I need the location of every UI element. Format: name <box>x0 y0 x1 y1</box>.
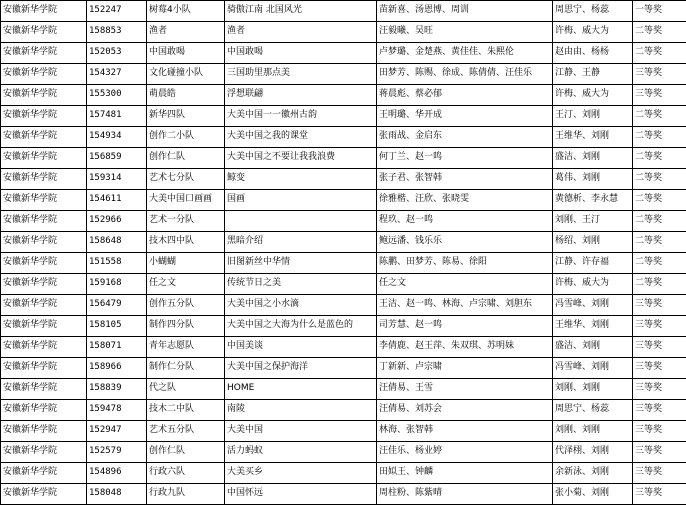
table-row[interactable] <box>1 295 686 316</box>
cell-authors[interactable]: 王洁、赵一鸣、林海、卢宗啸、刘胆东 <box>377 295 553 316</box>
cell-id[interactable]: 154327 <box>87 64 147 85</box>
cell-authors[interactable]: 汪佳乐、杨业婷 <box>377 442 553 463</box>
cell-school[interactable]: 安徽新华学院 <box>1 1 87 22</box>
cell-unit[interactable]: 技木二中队 <box>147 400 225 421</box>
cell-unit[interactable]: 创作二小队 <box>147 127 225 148</box>
cell-id[interactable]: 152947 <box>87 421 147 442</box>
cell-award[interactable]: 二等奖 <box>633 190 686 211</box>
cell-tutor[interactable]: 盛洁、刘刚 <box>553 337 633 358</box>
cell-tutor[interactable]: 王维华、刘刚 <box>553 127 633 148</box>
table-row[interactable] <box>1 400 686 421</box>
cell-award[interactable]: 二等奖 <box>633 253 686 274</box>
cell-tutor[interactable]: 杨绍、刘刚 <box>553 232 633 253</box>
cell-award[interactable]: 三等奖 <box>633 316 686 337</box>
cell-tutor[interactable]: 许梅、威大为 <box>553 22 633 43</box>
cell-award[interactable]: 二等奖 <box>633 106 686 127</box>
cell-title[interactable]: 大美中国一一徽州古韵 <box>225 106 377 127</box>
cell-tutor[interactable]: 王维华、刘刚 <box>553 316 633 337</box>
cell-unit[interactable]: 技木四中队 <box>147 232 225 253</box>
cell-title[interactable]: 中国怀远 <box>225 484 377 505</box>
cell-tutor[interactable]: 江静、王静 <box>553 64 633 85</box>
cell-title[interactable]: 活力蚂蚁 <box>225 442 377 463</box>
cell-id[interactable]: 156859 <box>87 148 147 169</box>
cell-title[interactable]: 三国助里那点美 <box>225 64 377 85</box>
cell-authors[interactable]: 张雨战、金启东 <box>377 127 553 148</box>
table-row[interactable] <box>1 43 686 64</box>
cell-award[interactable]: 三等奖 <box>633 64 686 85</box>
cell-award[interactable]: 二等奖 <box>633 274 686 295</box>
cell-authors[interactable]: 苗新喜、汤恩博、周训 <box>377 1 553 22</box>
table-row[interactable] <box>1 274 686 295</box>
cell-school[interactable]: 安徽新华学院 <box>1 85 87 106</box>
cell-title[interactable]: 黑暗介绍 <box>225 232 377 253</box>
cell-unit[interactable]: 创作仁队 <box>147 442 225 463</box>
cell-tutor[interactable]: 许梅、威大为 <box>553 85 633 106</box>
cell-school[interactable]: 安徽新华学院 <box>1 211 87 232</box>
cell-unit[interactable]: 制作四分队 <box>147 316 225 337</box>
cell-award[interactable]: 三等奖 <box>633 463 686 484</box>
cell-title[interactable]: 大美中国之保护海洋 <box>225 358 377 379</box>
cell-title[interactable]: 大美中国之小水滴 <box>225 295 377 316</box>
cell-authors[interactable]: 张子君、张智韩 <box>377 169 553 190</box>
cell-school[interactable]: 安徽新华学院 <box>1 463 87 484</box>
cell-school[interactable]: 安徽新华学院 <box>1 358 87 379</box>
cell-award[interactable]: 三等奖 <box>633 337 686 358</box>
cell-tutor[interactable]: 刘刚、刘刚 <box>553 379 633 400</box>
cell-school[interactable]: 安徽新华学院 <box>1 169 87 190</box>
cell-authors[interactable]: 程玖、赵一鸣 <box>377 211 553 232</box>
cell-authors[interactable]: 何丁兰、赵一鸣 <box>377 148 553 169</box>
cell-unit[interactable]: 艺术七分队 <box>147 169 225 190</box>
cell-unit[interactable]: 行政六队 <box>147 463 225 484</box>
cell-award[interactable]: 二等奖 <box>633 127 686 148</box>
cell-tutor[interactable]: 冯雪峰、刘刚 <box>553 295 633 316</box>
cell-authors[interactable]: 汪毅曦、吴旺 <box>377 22 553 43</box>
cell-authors[interactable]: 周柱粉、陈紫晴 <box>377 484 553 505</box>
table-row[interactable] <box>1 106 686 127</box>
cell-authors[interactable]: 丁新新、卢宗啸 <box>377 358 553 379</box>
cell-award[interactable]: 三等奖 <box>633 484 686 505</box>
table-row[interactable] <box>1 253 686 274</box>
cell-school[interactable]: 安徽新华学院 <box>1 64 87 85</box>
cell-unit[interactable]: 渔者 <box>147 22 225 43</box>
cell-id[interactable]: 155300 <box>87 85 147 106</box>
cell-id[interactable]: 154896 <box>87 463 147 484</box>
cell-id[interactable]: 158853 <box>87 22 147 43</box>
cell-id[interactable]: 152053 <box>87 43 147 64</box>
cell-school[interactable]: 安徽新华学院 <box>1 22 87 43</box>
table-row[interactable] <box>1 190 686 211</box>
cell-title[interactable]: 鲸变 <box>225 169 377 190</box>
cell-tutor[interactable]: 江静、许存福 <box>553 253 633 274</box>
cell-title[interactable]: 大美中国之大海为什么是蓝色的 <box>225 316 377 337</box>
cell-tutor[interactable]: 周思宁、杨蕊 <box>553 1 633 22</box>
cell-tutor[interactable]: 赵由由、杨杨 <box>553 43 633 64</box>
cell-id[interactable]: 158048 <box>87 484 147 505</box>
cell-school[interactable]: 安徽新华学院 <box>1 43 87 64</box>
cell-award[interactable]: 二等奖 <box>633 148 686 169</box>
cell-title[interactable]: 传统节日之美 <box>225 274 377 295</box>
cell-award[interactable]: 三等奖 <box>633 421 686 442</box>
table-row[interactable] <box>1 148 686 169</box>
table-row[interactable] <box>1 379 686 400</box>
table-row[interactable] <box>1 463 686 484</box>
cell-unit[interactable]: 小蝴蝴 <box>147 253 225 274</box>
cell-id[interactable]: 159168 <box>87 274 147 295</box>
cell-id[interactable]: 154934 <box>87 127 147 148</box>
table-row[interactable] <box>1 316 686 337</box>
cell-authors[interactable]: 徐雅楷、汪欣、张晓雯 <box>377 190 553 211</box>
cell-school[interactable]: 安徽新华学院 <box>1 337 87 358</box>
cell-id[interactable]: 158966 <box>87 358 147 379</box>
cell-id[interactable]: 151558 <box>87 253 147 274</box>
table-row[interactable] <box>1 64 686 85</box>
cell-unit[interactable]: 创作五分队 <box>147 295 225 316</box>
cell-title[interactable]: 南陵 <box>225 400 377 421</box>
cell-unit[interactable]: 新华四队 <box>147 106 225 127</box>
cell-school[interactable]: 安徽新华学院 <box>1 274 87 295</box>
table-row[interactable] <box>1 127 686 148</box>
cell-id[interactable]: 157481 <box>87 106 147 127</box>
cell-unit[interactable]: 艺术五分队 <box>147 421 225 442</box>
cell-award[interactable]: 三等奖 <box>633 379 686 400</box>
table-row[interactable] <box>1 421 686 442</box>
cell-title[interactable]: 大美中国之我的课堂 <box>225 127 377 148</box>
cell-tutor[interactable]: 周思宁、杨蕊 <box>553 400 633 421</box>
cell-title[interactable]: 骑傲江南 北国风光 <box>225 1 377 22</box>
cell-tutor[interactable]: 余新泳、刘刚 <box>553 463 633 484</box>
cell-unit[interactable]: 任之文 <box>147 274 225 295</box>
cell-title[interactable]: 大美买乡 <box>225 463 377 484</box>
cell-title[interactable]: 中国美谈 <box>225 337 377 358</box>
cell-id[interactable]: 159478 <box>87 400 147 421</box>
cell-unit[interactable]: 文化碰撞小队 <box>147 64 225 85</box>
cell-school[interactable]: 安徽新华学院 <box>1 316 87 337</box>
cell-award[interactable]: 三等奖 <box>633 400 686 421</box>
cell-title[interactable]: 国画 <box>225 190 377 211</box>
cell-tutor[interactable]: 许梅、威大为 <box>553 274 633 295</box>
cell-id[interactable]: 154611 <box>87 190 147 211</box>
cell-tutor[interactable]: 刘刚、刘刚 <box>553 421 633 442</box>
cell-school[interactable]: 安徽新华学院 <box>1 106 87 127</box>
cell-award[interactable]: 二等奖 <box>633 169 686 190</box>
cell-school[interactable]: 安徽新华学院 <box>1 232 87 253</box>
table-row[interactable] <box>1 85 686 106</box>
cell-unit[interactable]: 萌晨皓 <box>147 85 225 106</box>
cell-title[interactable]: 大美中国 <box>225 421 377 442</box>
cell-id[interactable]: 156479 <box>87 295 147 316</box>
cell-tutor[interactable]: 盛洁、刘刚 <box>553 148 633 169</box>
cell-title[interactable]: 中国敢喝 <box>225 43 377 64</box>
cell-id[interactable]: 158839 <box>87 379 147 400</box>
table-row[interactable] <box>1 358 686 379</box>
cell-unit[interactable]: 创作仁队 <box>147 148 225 169</box>
cell-id[interactable]: 152579 <box>87 442 147 463</box>
cell-authors[interactable]: 李倩鹿、赵王萍、朱双琪、苏明妹 <box>377 337 553 358</box>
cell-authors[interactable]: 汪倩易、刘苏会 <box>377 400 553 421</box>
cell-unit[interactable]: 制作仁分队 <box>147 358 225 379</box>
cell-school[interactable]: 安徽新华学院 <box>1 400 87 421</box>
cell-authors[interactable]: 陈鹏、田梦芳、陈易、徐阳 <box>377 253 553 274</box>
cell-school[interactable]: 安徽新华学院 <box>1 421 87 442</box>
cell-tutor[interactable]: 冯雪峰、刘刚 <box>553 358 633 379</box>
table-body <box>1 1 686 505</box>
cell-id[interactable]: 158071 <box>87 337 147 358</box>
cell-title[interactable]: 大美中国之不要让我我浪费 <box>225 148 377 169</box>
cell-tutor[interactable]: 黄德析、李永慧 <box>553 190 633 211</box>
cell-id[interactable]: 159314 <box>87 169 147 190</box>
cell-unit[interactable]: 行政九队 <box>147 484 225 505</box>
cell-school[interactable]: 安徽新华学院 <box>1 484 87 505</box>
cell-award[interactable]: 三等奖 <box>633 358 686 379</box>
cell-authors[interactable]: 司芳慧、赵一鸣 <box>377 316 553 337</box>
cell-id[interactable]: 158648 <box>87 232 147 253</box>
cell-authors[interactable]: 任之文 <box>377 274 553 295</box>
cell-award[interactable]: 三等奖 <box>633 295 686 316</box>
cell-award[interactable]: 三等奖 <box>633 85 686 106</box>
cell-authors[interactable]: 汪倩易、王雪 <box>377 379 553 400</box>
cell-unit[interactable]: 青年志愿队 <box>147 337 225 358</box>
table-row[interactable] <box>1 484 686 505</box>
cell-title[interactable]: HOME <box>225 379 377 400</box>
cell-tutor[interactable]: 刘刚、王汀 <box>553 211 633 232</box>
cell-authors[interactable]: 卢梦璐、金楚燕、黄佳佳、朱熙伦 <box>377 43 553 64</box>
cell-unit[interactable]: 中国敢喝 <box>147 43 225 64</box>
cell-authors[interactable]: 蒋晨彪、蔡必郁 <box>377 85 553 106</box>
cell-award[interactable]: 二等奖 <box>633 43 686 64</box>
cell-school[interactable]: 安徽新华学院 <box>1 127 87 148</box>
cell-school[interactable]: 安徽新华学院 <box>1 190 87 211</box>
table-row[interactable] <box>1 232 686 253</box>
table-row[interactable] <box>1 169 686 190</box>
table-row[interactable] <box>1 442 686 463</box>
cell-unit[interactable]: 艺术一分队 <box>147 211 225 232</box>
cell-authors[interactable]: 田梦芳、陈赐、徐成、陈倩倩、汪佳乐 <box>377 64 553 85</box>
cell-award[interactable]: 三等奖 <box>633 442 686 463</box>
table-row[interactable] <box>1 337 686 358</box>
table-row[interactable] <box>1 1 686 22</box>
cell-tutor[interactable]: 王汀、刘刚 <box>553 106 633 127</box>
cell-tutor[interactable]: 代泽栩、刘刚 <box>553 442 633 463</box>
cell-school[interactable]: 安徽新华学院 <box>1 148 87 169</box>
cell-title[interactable] <box>225 211 377 232</box>
cell-authors[interactable]: 王明璐、华开成 <box>377 106 553 127</box>
cell-title[interactable]: 渔者 <box>225 22 377 43</box>
cell-school[interactable]: 安徽新华学院 <box>1 295 87 316</box>
cell-award[interactable]: 一等奖 <box>633 1 686 22</box>
cell-unit[interactable]: 代之队 <box>147 379 225 400</box>
cell-title[interactable]: 浮想联翩 <box>225 85 377 106</box>
cell-authors[interactable]: 田姒王、钟麟 <box>377 463 553 484</box>
cell-id[interactable]: 158105 <box>87 316 147 337</box>
cell-unit[interactable]: 树莓4小队 <box>147 1 225 22</box>
cell-award[interactable]: 二等奖 <box>633 22 686 43</box>
cell-unit[interactable]: 大美中国口画画 <box>147 190 225 211</box>
cell-title[interactable]: 旧图新丝中华情 <box>225 253 377 274</box>
table-row[interactable] <box>1 22 686 43</box>
cell-id[interactable]: 152966 <box>87 211 147 232</box>
cell-award[interactable]: 二等奖 <box>633 232 686 253</box>
cell-tutor[interactable]: 葛伟、刘刚 <box>553 169 633 190</box>
cell-tutor[interactable]: 张小菊、刘刚 <box>553 484 633 505</box>
cell-award[interactable]: 二等奖 <box>633 211 686 232</box>
cell-authors[interactable]: 林海、张智韩 <box>377 421 553 442</box>
cell-school[interactable]: 安徽新华学院 <box>1 379 87 400</box>
cell-id[interactable]: 152247 <box>87 1 147 22</box>
cell-school[interactable]: 安徽新华学院 <box>1 253 87 274</box>
table-row[interactable] <box>1 211 686 232</box>
cell-authors[interactable]: 鲍远潘、钱乐乐 <box>377 232 553 253</box>
cell-school[interactable]: 安徽新华学院 <box>1 442 87 463</box>
